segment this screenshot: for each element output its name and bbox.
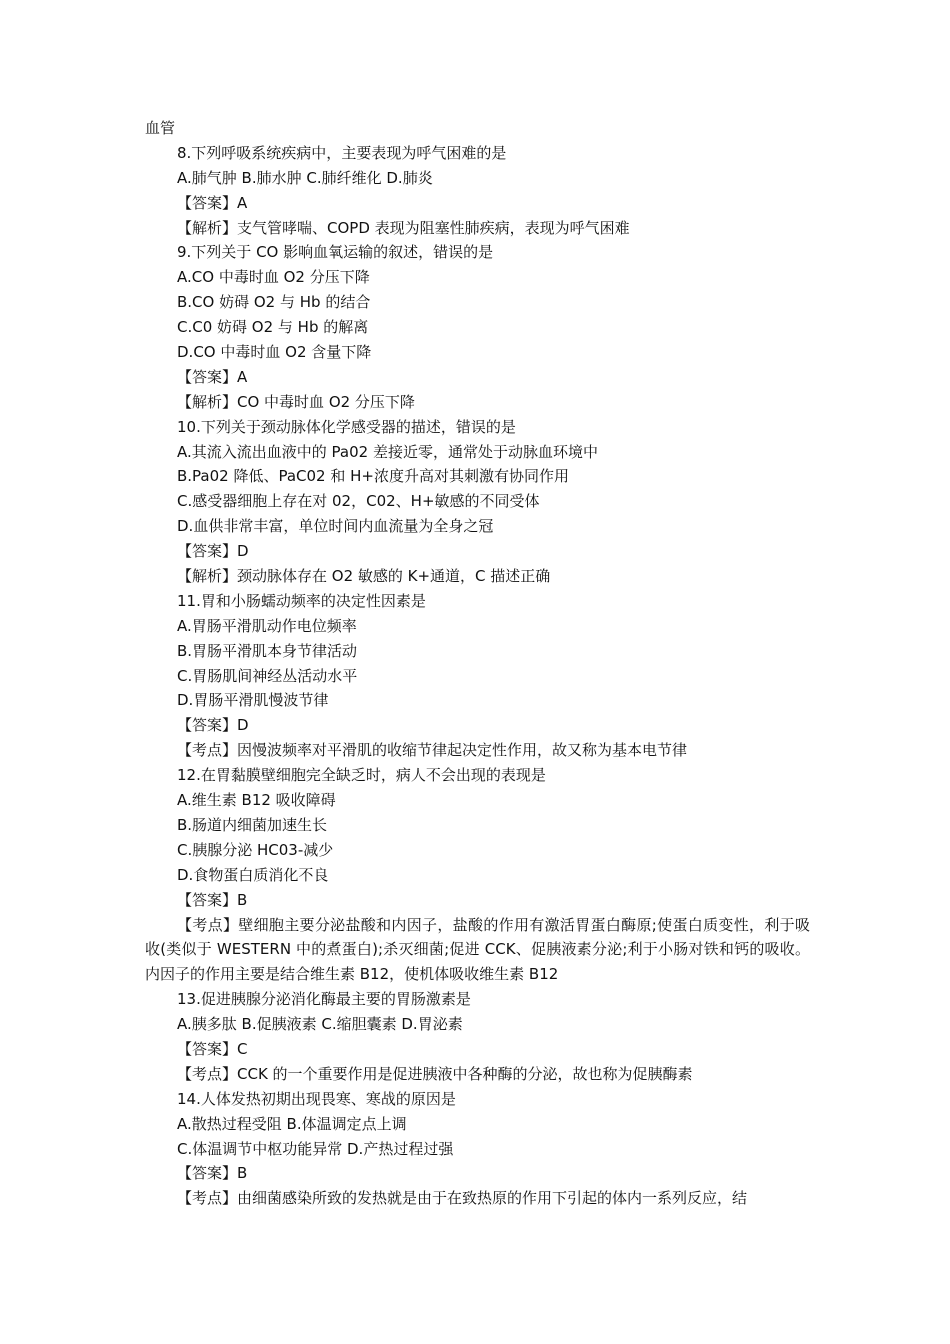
text-line: A.胃肠平滑肌动作电位频率 [177, 616, 357, 635]
text-line: D.食物蛋白质消化不良 [177, 865, 329, 884]
text-line: A.CO 中毒时血 O2 分压下降 [177, 268, 370, 287]
text-line: A.维生素 B12 吸收障碍 [177, 791, 336, 810]
text-line: B.胃肠平滑肌本身节律活动 [177, 641, 358, 660]
text-line: C.胰腺分泌 HC03-减少 [177, 840, 334, 859]
text-line: 11.胃和小肠蠕动频率的决定性因素是 [177, 591, 426, 610]
text-line: 【答案】D [177, 542, 249, 561]
text-line: C.体温调节中枢功能异常 D.产热过程过强 [177, 1139, 454, 1158]
text-line: 9.下列关于 CO 影响血氧运输的叙述，错误的是 [177, 243, 494, 262]
text-lines-after [145, 987, 810, 1211]
text-line: A.散热过程受阻 B.体温调定点上调 [177, 1114, 407, 1133]
text-line: 【答案】A [177, 367, 248, 386]
text-line: 12.在胃黏膜壁细胞完全缺乏时，病人不会出现的表现是 [177, 766, 546, 785]
text-line: D.血供非常丰富，单位时间内血流量为全身之冠 [177, 517, 494, 536]
text-line: A.其流入流出血液中的 Pa02 差接近零，通常处于动脉血环境中 [177, 442, 598, 461]
text-line: C.感受器细胞上存在对 02，C02、H+敏感的不同受体 [177, 492, 540, 511]
text-line: 【答案】B [177, 890, 248, 909]
explanation-paragraph: 【考点】壁细胞主要分泌盐酸和内因子，盐酸的作用有激活胃蛋白酶原;使蛋白质变性，利于吸收(类似于 WESTERN 中的煮蛋白);杀灭细菌;促进 CCK、促胰液素分泌;利于小肠对铁和钙的吸收。内因子的作用主要是结合维生素 B12，使机体吸收维生素 B12 [145, 915, 810, 984]
text-line: C.C0 妨碍 O2 与 Hb 的解离 [177, 318, 369, 337]
text-lines-before [145, 116, 810, 913]
text-line: A.胰多肽 B.促胰液素 C.缩胆囊素 D.胃泌素 [177, 1015, 463, 1034]
text-line: B.肠道内细菌加速生长 [177, 815, 328, 834]
text-line: 【解析】支气管哮喘、COPD 表现为阻塞性肺疾病，表现为呼气困难 [177, 218, 630, 237]
text-line: B.Pa02 降低、PaC02 和 H+浓度升高对其刺激有协同作用 [177, 467, 569, 486]
text-line: 【答案】D [177, 716, 249, 735]
text-line: 血管 [145, 119, 176, 137]
text-line: D.胃肠平滑肌慢波节律 [177, 691, 329, 710]
text-line: 8.下列呼吸系统疾病中，主要表现为呼气困难的是 [177, 143, 507, 162]
text-line: 【考点】因慢波频率对平滑肌的收缩节律起决定性作用，故又称为基本电节律 [177, 741, 688, 760]
text-line: 14.人体发热初期出现畏寒、寒战的原因是 [177, 1089, 456, 1108]
text-line: 13.促进胰腺分泌消化酶最主要的胃肠激素是 [177, 990, 471, 1009]
text-line: 【答案】B [177, 1164, 248, 1183]
text-line: B.CO 妨碍 O2 与 Hb 的结合 [177, 293, 371, 312]
text-line: C.胃肠肌间神经丛活动水平 [177, 666, 358, 685]
text-line: A.肺气肿 B.肺水肿 C.肺纤维化 D.肺炎 [177, 168, 433, 187]
document-body [145, 116, 810, 1211]
text-line: 【考点】CCK 的一个重要作用是促进胰液中各种酶的分泌，故也称为促胰酶素 [177, 1064, 693, 1083]
text-line: D.CO 中毒时血 O2 含量下降 [177, 343, 372, 362]
text-line: 【解析】CO 中毒时血 O2 分压下降 [177, 392, 415, 411]
text-line: 【答案】C [177, 1040, 248, 1058]
text-line: 【答案】A [177, 193, 248, 212]
text-line: 10.下列关于颈动脉体化学感受器的描述，错误的是 [177, 417, 516, 436]
text-line: 【考点】由细菌感染所致的发热就是由于在致热原的作用下引起的体内一系列反应，结 [177, 1189, 748, 1208]
text-line: 【解析】颈动脉体存在 O2 敏感的 K+通道，C 描述正确 [177, 567, 551, 586]
